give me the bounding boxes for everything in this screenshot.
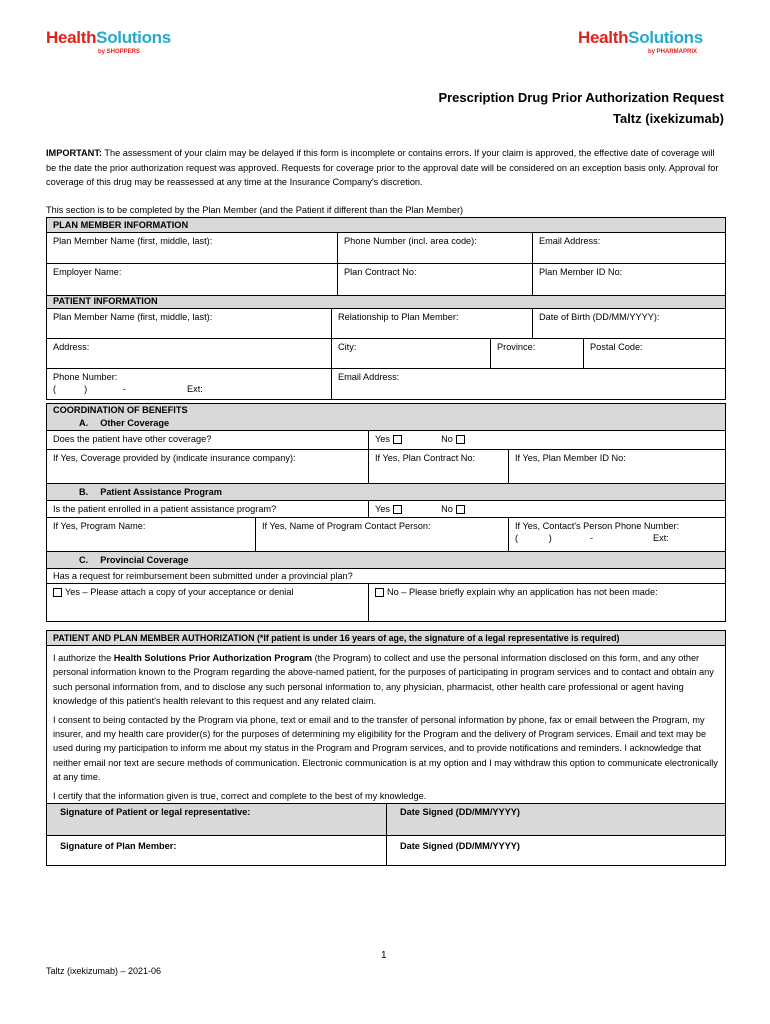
assistance-question: Is the patient enrolled in a patient assistance program? bbox=[47, 501, 369, 518]
coverage-provider-field[interactable]: If Yes, Coverage provided by (indicate insurance company): bbox=[47, 450, 369, 484]
plan-member-phone-field[interactable]: Phone Number (incl. area code): bbox=[338, 233, 533, 264]
health-solutions-logo-right: HealthSolutions by PHARMAPRIX bbox=[578, 28, 703, 55]
program-name-field[interactable]: If Yes, Program Name: bbox=[47, 518, 256, 552]
contact-phone-field[interactable]: If Yes, Contact's Person Phone Number: ( ) - Ext: bbox=[509, 518, 726, 552]
footer-doc-id: Taltz (ixekizumab) – 2021-06 bbox=[46, 966, 162, 976]
checkbox-icon[interactable] bbox=[393, 435, 402, 444]
section-b-heading: B. Patient Assistance Program bbox=[47, 484, 726, 501]
other-contract-field[interactable]: If Yes, Plan Contract No: bbox=[369, 450, 509, 484]
assistance-no[interactable]: No bbox=[441, 504, 465, 514]
coordination-table bbox=[46, 403, 726, 622]
other-member-id-field[interactable]: If Yes, Plan Member ID No: bbox=[509, 450, 726, 484]
plan-member-id-field[interactable]: Plan Member ID No: bbox=[533, 264, 726, 296]
drug-name: Taltz (ixekizumab) bbox=[612, 111, 724, 126]
checkbox-icon[interactable] bbox=[456, 505, 465, 514]
other-coverage-yes[interactable]: Yes bbox=[375, 434, 402, 444]
other-coverage-no[interactable]: No bbox=[441, 434, 465, 444]
provincial-question: Has a request for reimbursement been submitted under a provincial plan? bbox=[47, 569, 726, 584]
patient-heading: PATIENT INFORMATION bbox=[47, 296, 726, 309]
patient-email-field[interactable]: Email Address: bbox=[332, 369, 726, 400]
employer-name-field[interactable]: Employer Name: bbox=[47, 264, 338, 296]
assistance-options bbox=[369, 501, 726, 518]
date-signed-member-field[interactable]: Date Signed (DD/MM/YYYY) bbox=[387, 836, 726, 866]
checkbox-icon[interactable] bbox=[375, 588, 384, 597]
contact-person-field[interactable]: If Yes, Name of Program Contact Person: bbox=[256, 518, 509, 552]
authorization-table bbox=[46, 630, 726, 866]
coordination-heading: COORDINATION OF BENEFITS A. Other Coverage bbox=[47, 404, 726, 431]
checkbox-icon[interactable] bbox=[53, 588, 62, 597]
relationship-field[interactable]: Relationship to Plan Member: bbox=[332, 309, 533, 339]
plan-member-email-field[interactable]: Email Address: bbox=[533, 233, 726, 264]
provincial-yes-field[interactable]: Yes – Please attach a copy of your acceptance or denial bbox=[47, 584, 369, 622]
section-note: This section is to be completed by the Plan Member (and the Patient if different than the Plan Member) bbox=[46, 205, 464, 215]
province-field[interactable]: Province: bbox=[491, 339, 584, 369]
other-coverage-options bbox=[369, 431, 726, 450]
form-title: Prescription Drug Prior Authorization Request bbox=[438, 90, 724, 105]
authorization-text: I authorize the Health Solutions Prior Authorization Program (the Program) to collect and use the personal information disclosed on this form, and any other personal information known to the Program regarding the above-named patient, for the purposes of participating in program services and to contact and obtain any such personal information from, and to disclose any such personal information to, any physician, pharmacist, other health care professional or agent having knowledge of this patient's health relevant to this request and any related claim. I consent to being contacted by the Program via phone, text or email and to the transfer of personal information by phone, fax or email between the Program, my insurer, and my health care provider(s) for the purposes of determining my eligibility for the Program and the delivery of Program services. Email and text may be used during my participation to inform me about my status in the Program and Program services, and to provide notifications and reminders. I acknowledge that neither email nor text are secure methods of communication. Electronic communication is at my option and I may withdraw this option to communicate electronically at any time. I certify that the information given is true, correct and complete to the best of my knowledge. bbox=[47, 646, 726, 804]
checkbox-icon[interactable] bbox=[393, 505, 402, 514]
plan-contract-field[interactable]: Plan Contract No: bbox=[338, 264, 533, 296]
member-patient-table bbox=[46, 217, 726, 400]
other-coverage-question: Does the patient have other coverage? bbox=[47, 431, 369, 450]
date-signed-patient-field[interactable]: Date Signed (DD/MM/YYYY) bbox=[387, 804, 726, 836]
assistance-yes[interactable]: Yes bbox=[375, 504, 402, 514]
city-field[interactable]: City: bbox=[332, 339, 491, 369]
address-field[interactable]: Address: bbox=[47, 339, 332, 369]
patient-signature-field[interactable]: Signature of Patient or legal representative: bbox=[47, 804, 387, 836]
section-c-heading: C. Provincial Coverage bbox=[47, 552, 726, 569]
page-number: 1 bbox=[381, 950, 387, 961]
plan-member-signature-field[interactable]: Signature of Plan Member: bbox=[47, 836, 387, 866]
postal-code-field[interactable]: Postal Code: bbox=[584, 339, 726, 369]
plan-member-name-field[interactable]: Plan Member Name (first, middle, last): bbox=[47, 233, 338, 264]
checkbox-icon[interactable] bbox=[456, 435, 465, 444]
patient-phone-field[interactable]: Phone Number: ( ) - Ext: bbox=[47, 369, 332, 400]
health-solutions-logo-left: HealthSolutions by SHOPPERS bbox=[46, 28, 171, 55]
dob-field[interactable]: Date of Birth (DD/MM/YYYY): bbox=[533, 309, 726, 339]
authorization-heading: PATIENT AND PLAN MEMBER AUTHORIZATION (*If patient is under 16 years of age, the signature of a legal representative is required) bbox=[47, 631, 726, 646]
provincial-no-field[interactable]: No – Please briefly explain why an application has not been made: bbox=[369, 584, 726, 622]
plan-member-heading: PLAN MEMBER INFORMATION bbox=[47, 218, 726, 233]
important-notice: IMPORTANT: The assessment of your claim may be delayed if this form is incomplete or contains errors. If your claim is approved, the effective date of coverage will be the date the prior authorization request was approved. Requests for coverage prior to the approval date will be considered on an exception basis only. Approval for coverage of this drug may be reassessed at any time at the Insurance Company's discretion. bbox=[46, 148, 719, 187]
patient-name-field[interactable]: Plan Member Name (first, middle, last): bbox=[47, 309, 332, 339]
